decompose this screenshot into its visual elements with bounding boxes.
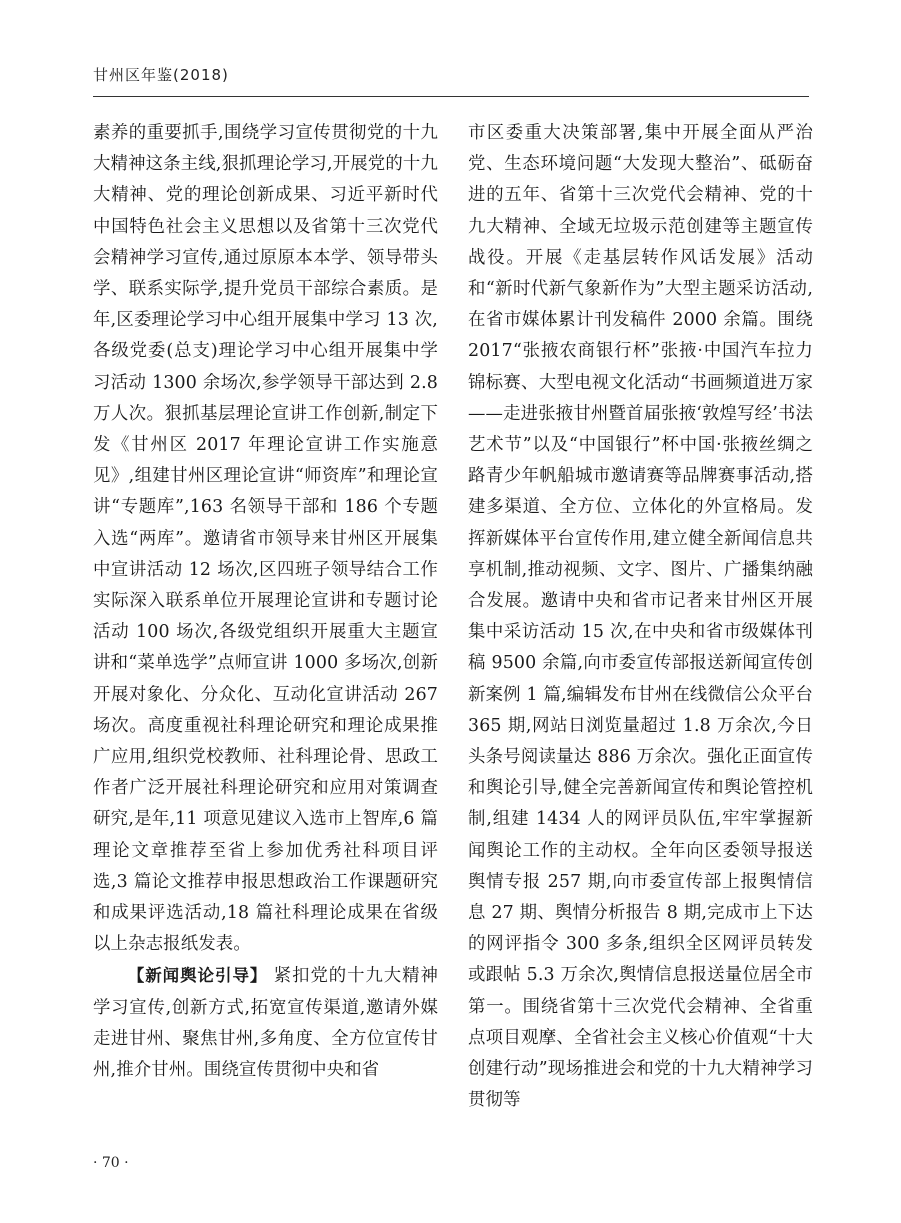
running-header: 甘州区年鉴(2018) bbox=[93, 66, 229, 84]
right-column bbox=[468, 118, 813, 1117]
page-number: · 70 · bbox=[93, 1155, 129, 1171]
paragraph-news-guidance bbox=[93, 960, 438, 1086]
paragraph-news-continued: 市区委重大决策部署,集中开展全面从严治党、生态环境问题“大发现大整治”、砥砺奋进的五年、省第十三次党代会精神、党的十九大精神、全域无垃圾示范创建等主题宣传战役。开展《走基层转作风话发展》活动和“新时代新气象新作为”大型主题采访活动,在省市媒体累计刊发稿件 2000 余篇。围绕 2017“张掖农商银行杯”张掖·中国汽车拉力锦标赛、大型电视文化活动“书画频道进万家——走进张掖甘州暨首届张掖‘敦煌写经’书法艺术节”以及“中国银行”杯中国·张掖丝绸之路青少年帆船城市邀请赛等品牌赛事活动,搭建多渠道、全方位、立体化的外宣格局。发挥新媒体平台宣传作用,建立健全新闻信息共享机制,推动视频、文字、图片、广播集纳融合发展。邀请中央和省市记者来甘州区开展集中采访活动 15 次,在中央和省市级媒体刊稿 9500 余篇,向市委宣传部报送新闻宣传创新案例 1 篇,编辑发布甘州在线微信公众平台 365 期,网站日浏览量超过 1.8 万余次,今日头条号阅读量达 886 万余次。强化正面宣传和舆论引导,健全完善新闻宣传和舆论管控机制,组建 1434 人的网评员队伍,牢牢掌握新闻舆论工作的主动权。全年向区委领导报送舆情专报 257 期,向市委宣传部上报舆情信息 27 期、舆情分析报告 8 期,完成市上下达的网评指令 300 多条,组织全区网评员转发或跟帖 5.3 万余次,舆情信息报送量位居全市第一。围绕省第十三次党代会精神、全省重点项目观摩、全省社会主义核心价值观“十大创建行动”现场推进会和党的十九大精神学习贯彻等 bbox=[468, 123, 813, 1111]
paragraph-news-guidance-text: 紧扣党的十九大精神学习宣传,创新方式,拓宽宣传渠道,邀请外媒走进甘州、聚焦甘州,多角度、全方位宣传甘州,推介甘州。围绕宣传贯彻中央和省 bbox=[93, 966, 438, 1081]
header-rule bbox=[93, 96, 809, 97]
section-title-news-guidance: 【新闻舆论引导】 bbox=[127, 966, 268, 986]
paragraph-theory-study: 素养的重要抓手,围绕学习宣传贯彻党的十九大精神这条主线,狠抓理论学习,开展党的十九大精神、党的理论创新成果、习近平新时代中国特色社会主义思想以及省第十三次党代会精神学习宣传,通过原原本本学、领导带头学、联系实际学,提升党员干部综合素质。是年,区委理论学习中心组开展集中学习 13 次,各级党委(总支)理论学习中心组开展集中学习活动 1300 余场次,参学领导干部达到 2.8 万人次。狠抓基层理论宣讲工作创新,制定下发《甘州区 2017 年理论宣讲工作实施意见》,组建甘州区理论宣讲“师资库”和理论宣讲“专题库”,163 名领导干部和 186 个专题入选“两库”。邀请省市领导来甘州区开展集中宣讲活动 12 场次,区四班子领导结合工作实际深入联系单位开展理论宣讲和专题讨论活动 100 场次,各级党组织开展重大主题宣讲和“菜单选学”点师宣讲 1000 多场次,创新开展对象化、分众化、互动化宣讲活动 267 场次。高度重视社科理论研究和理论成果推广应用,组织党校教师、社科理论骨、思政工作者广泛开展社科理论研究和应用对策调查研究,是年,11 项意见建议入选市上智库,6 篇理论文章推荐至省上参加优秀社科项目评选,3 篇论文推荐申报思想政治工作课题研究和成果评选活动,18 篇社科理论成果在省级以上杂志报纸发表。 bbox=[93, 123, 438, 955]
left-column bbox=[93, 118, 438, 1086]
